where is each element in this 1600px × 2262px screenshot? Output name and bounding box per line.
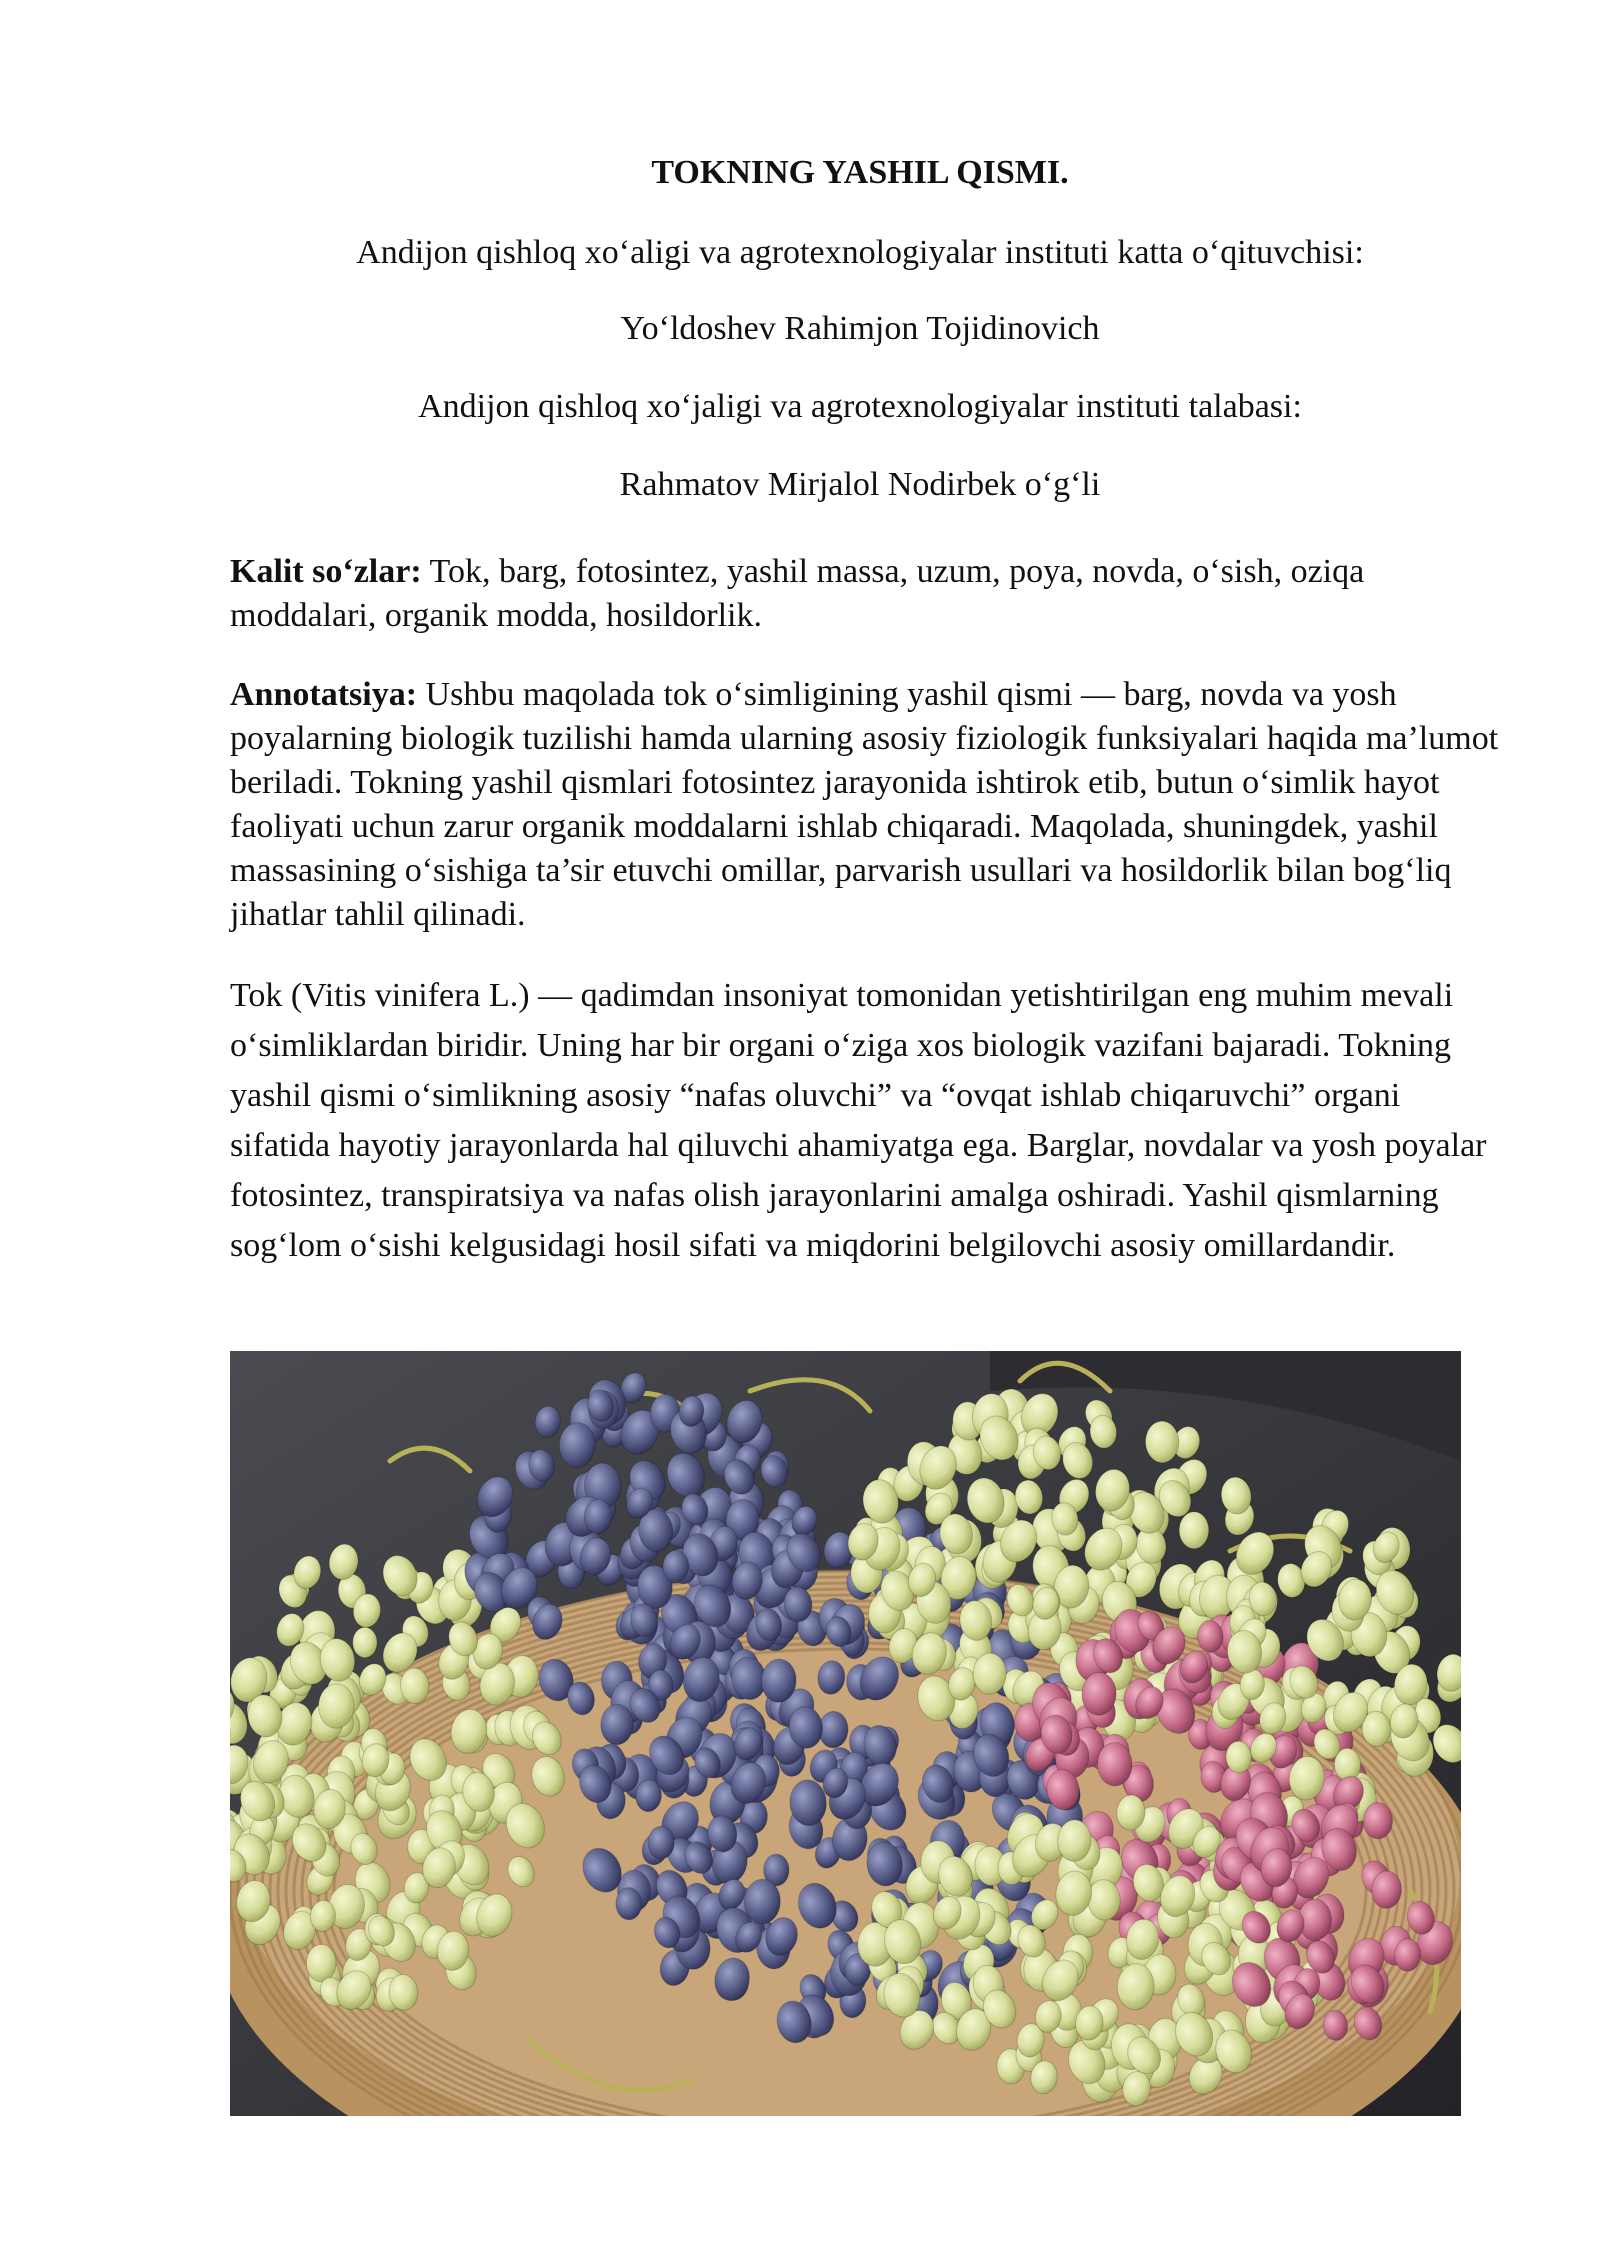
grape-berry xyxy=(973,1653,1007,1695)
grape-berry xyxy=(1179,1512,1209,1549)
annotation-text: Ushbu maqolada tok o‘simligining yashil qismi — barg, novda va yosh poyalarning biologik tuzilishi hamda ularning asosiy fiziologik funksiyalari haqida ma’lumot beriladi. Tokning yashil qismlari fotosintez jarayonida ishtirok etib, butun o‘simlik hayot faoliyati uchun zarur organik moddalarni ishlab chiqaradi. Maqolada, shuningdek, yashil massasining o‘sishiga ta’sir etuvchi omillar, parvarish usullari va hosildorlik bilan bog‘liq jihatlar tahlil qilinadi. xyxy=(230,676,1499,933)
affiliation-2: Andijon qishloq xo‘jaligi va agrotexnologiyalar instituti talabasi: xyxy=(418,388,1302,425)
grape-berry xyxy=(1395,1939,1421,1972)
annotation-label: Annotatsiya: xyxy=(230,676,418,713)
grapes-photo xyxy=(230,1351,1461,2116)
grape-berry xyxy=(1363,1802,1393,1839)
grape-berry xyxy=(306,1944,336,1982)
grapes-basket-illustration xyxy=(230,1351,1461,2116)
author-2: Rahmatov Mirjalol Nodirbek o‘g‘li xyxy=(619,466,1101,503)
annotation-paragraph xyxy=(230,673,1500,937)
grape-berry xyxy=(744,1879,781,1925)
grape-berry xyxy=(1145,1421,1179,1463)
body-paragraph: Tok (Vitis vinifera L.) — qadimdan insoniyat tomonidan yetishtirilgan eng muhim mevali o‘simliklardan biridir. Uning har bir organi o‘ziga xos biologik vazifani bajaradi. Tokning yashil qismi o‘simlikning asosiy “nafas oluvchi” va “ovqat ishlab chiqaruvchi” organi sifatida hayotiy jarayonlarda hal qiluvchi ahamiyatga ega. Barglar, novdalar va yosh poyalar fotosintez, transpiratsiya va nafas olish jarayonlarini amalga oshiradi. Yashil qismlarning sog‘lom o‘sishi kelgusidagi hosil sifati va miqdorini belgilovchi asosiy omillardandir. xyxy=(230,977,1487,1264)
keywords-text: Tok, barg, fotosintez, yashil massa, uzum, poya, novda, o‘sish, oziqa moddalari, organik modda, hosildorlik. xyxy=(230,553,1365,634)
grape-berry xyxy=(353,1627,378,1657)
author-1: Yo‘ldoshev Rahimjon Tojidinovich xyxy=(620,310,1100,347)
affiliation-1: Andijon qishloq xo‘aligi va agrotexnologiyalar instituti katta o‘qituvchisi: xyxy=(356,234,1364,271)
grape-berry xyxy=(648,1826,675,1859)
grape-berry xyxy=(616,1887,642,1920)
keywords-label: Kalit so‘zlar: xyxy=(230,553,422,590)
keywords-paragraph xyxy=(230,550,1500,638)
document-title: TOKNING YASHIL QISMI. xyxy=(651,154,1069,191)
grape-berry xyxy=(1097,1742,1133,1786)
grape-berry xyxy=(600,1704,634,1745)
